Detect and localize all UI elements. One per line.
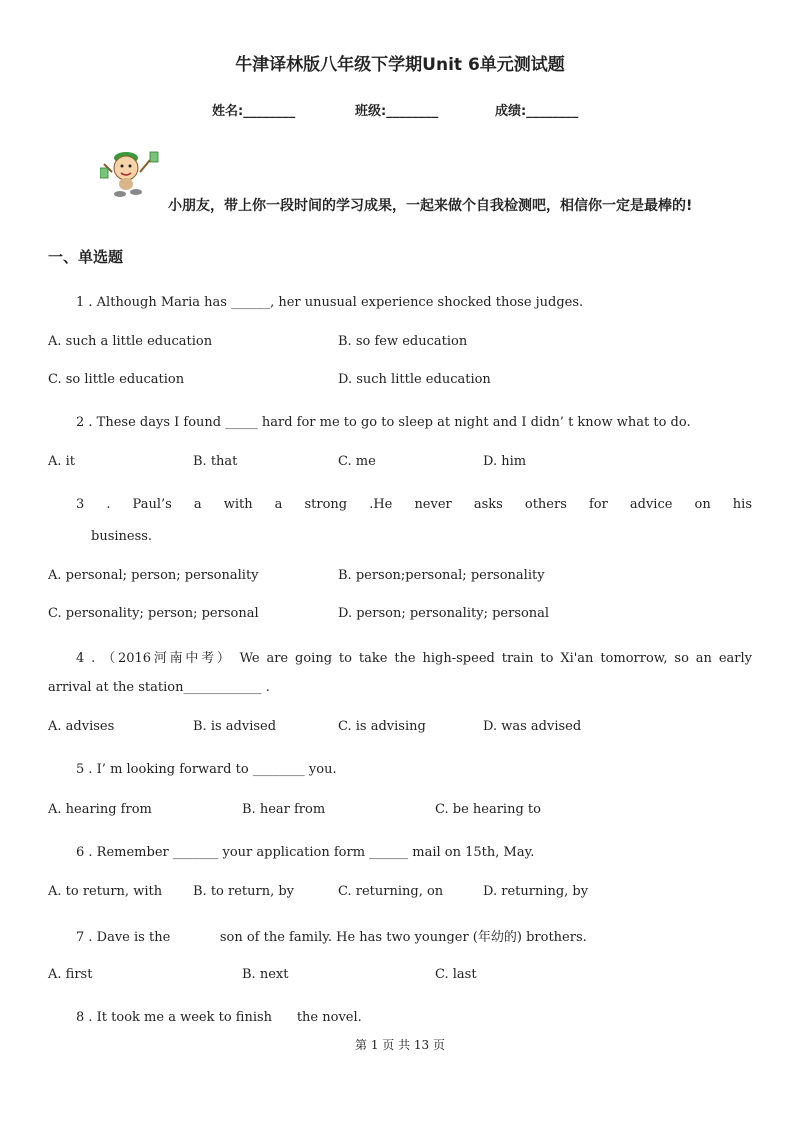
question-1: 1 . Although Maria has ______, her unusual experience shocked those judges. [76,295,584,310]
q2-option-d[interactable]: D. him [483,454,527,469]
q1-option-d[interactable]: D. such little education [338,372,491,387]
q6-option-c[interactable]: C. returning, on [338,884,444,899]
q5-option-a[interactable]: A. hearing from [48,802,152,817]
q3-option-a[interactable]: A. personal; person; personality [48,568,259,583]
page-title: 牛津译林版八年级下学期Unit 6单元测试题 [235,55,565,75]
q5-option-b[interactable]: B. hear from [242,802,326,817]
question-3-continued: business. [91,529,153,544]
score-field: 成绩:________ [495,104,579,119]
question-6: 6 . Remember _______ your application form ______ mail on 15th, May. [76,845,535,860]
q3-option-c[interactable]: C. personality; person; personal [48,606,259,621]
question-4: 4 . （2016河南中考） We are going to take the high-speed train to Xi'an tomorrow, so an early [76,651,752,666]
q3-option-d[interactable]: D. person; personality; personal [338,606,550,621]
question-5: 5 . I’ m looking forward to ________ you. [76,762,337,777]
q2-option-a[interactable]: A. it [48,454,76,469]
q1-option-a[interactable]: A. such a little education [48,334,213,349]
q2-option-b[interactable]: B. that [193,454,238,469]
q4-option-a[interactable]: A. advises [48,719,115,734]
q6-option-d[interactable]: D. returning, by [483,884,589,899]
question-2: 2 . These days I found _____ hard for me to go to sleep at night and I didn’ t know what to do. [76,415,691,430]
q5-option-c[interactable]: C. be hearing to [435,802,541,817]
question-4-continued: arrival at the station____________ . [48,680,270,695]
q6-option-a[interactable]: A. to return, with [48,884,163,899]
q4-option-b[interactable]: B. is advised [193,719,277,734]
q6-option-b[interactable]: B. to return, by [193,884,295,899]
q7-option-b[interactable]: B. next [242,967,289,982]
question-8: 8 . It took me a week to finish the novel. [76,1010,362,1025]
question-3: 3 . Paul’s a with a strong .He never asks others for advice on his [76,497,752,512]
q3-option-b[interactable]: B. person;personal; personality [338,568,545,583]
question-7: 7 . Dave is the son of the family. He has two younger (年幼的) brothers. [76,930,587,945]
page-footer: 第 1 页 共 13 页 [355,1038,445,1052]
q1-option-b[interactable]: B. so few education [338,334,468,349]
encouragement-text: 小朋友，带上你一段时间的学习成果，一起来做个自我检测吧，相信你一定是最棒的! [168,198,693,214]
cartoon-boy-mascot-icon [100,142,164,198]
q7-option-c[interactable]: C. last [435,967,477,982]
q4-option-d[interactable]: D. was advised [483,719,582,734]
q4-option-c[interactable]: C. is advising [338,719,426,734]
name-field: 姓名:________ [212,104,296,119]
class-field: 班级:________ [355,104,439,119]
section-title: 一、单选题 [48,248,124,266]
q7-option-a[interactable]: A. first [48,967,93,982]
q2-option-c[interactable]: C. me [338,454,376,469]
q1-option-c[interactable]: C. so little education [48,372,185,387]
